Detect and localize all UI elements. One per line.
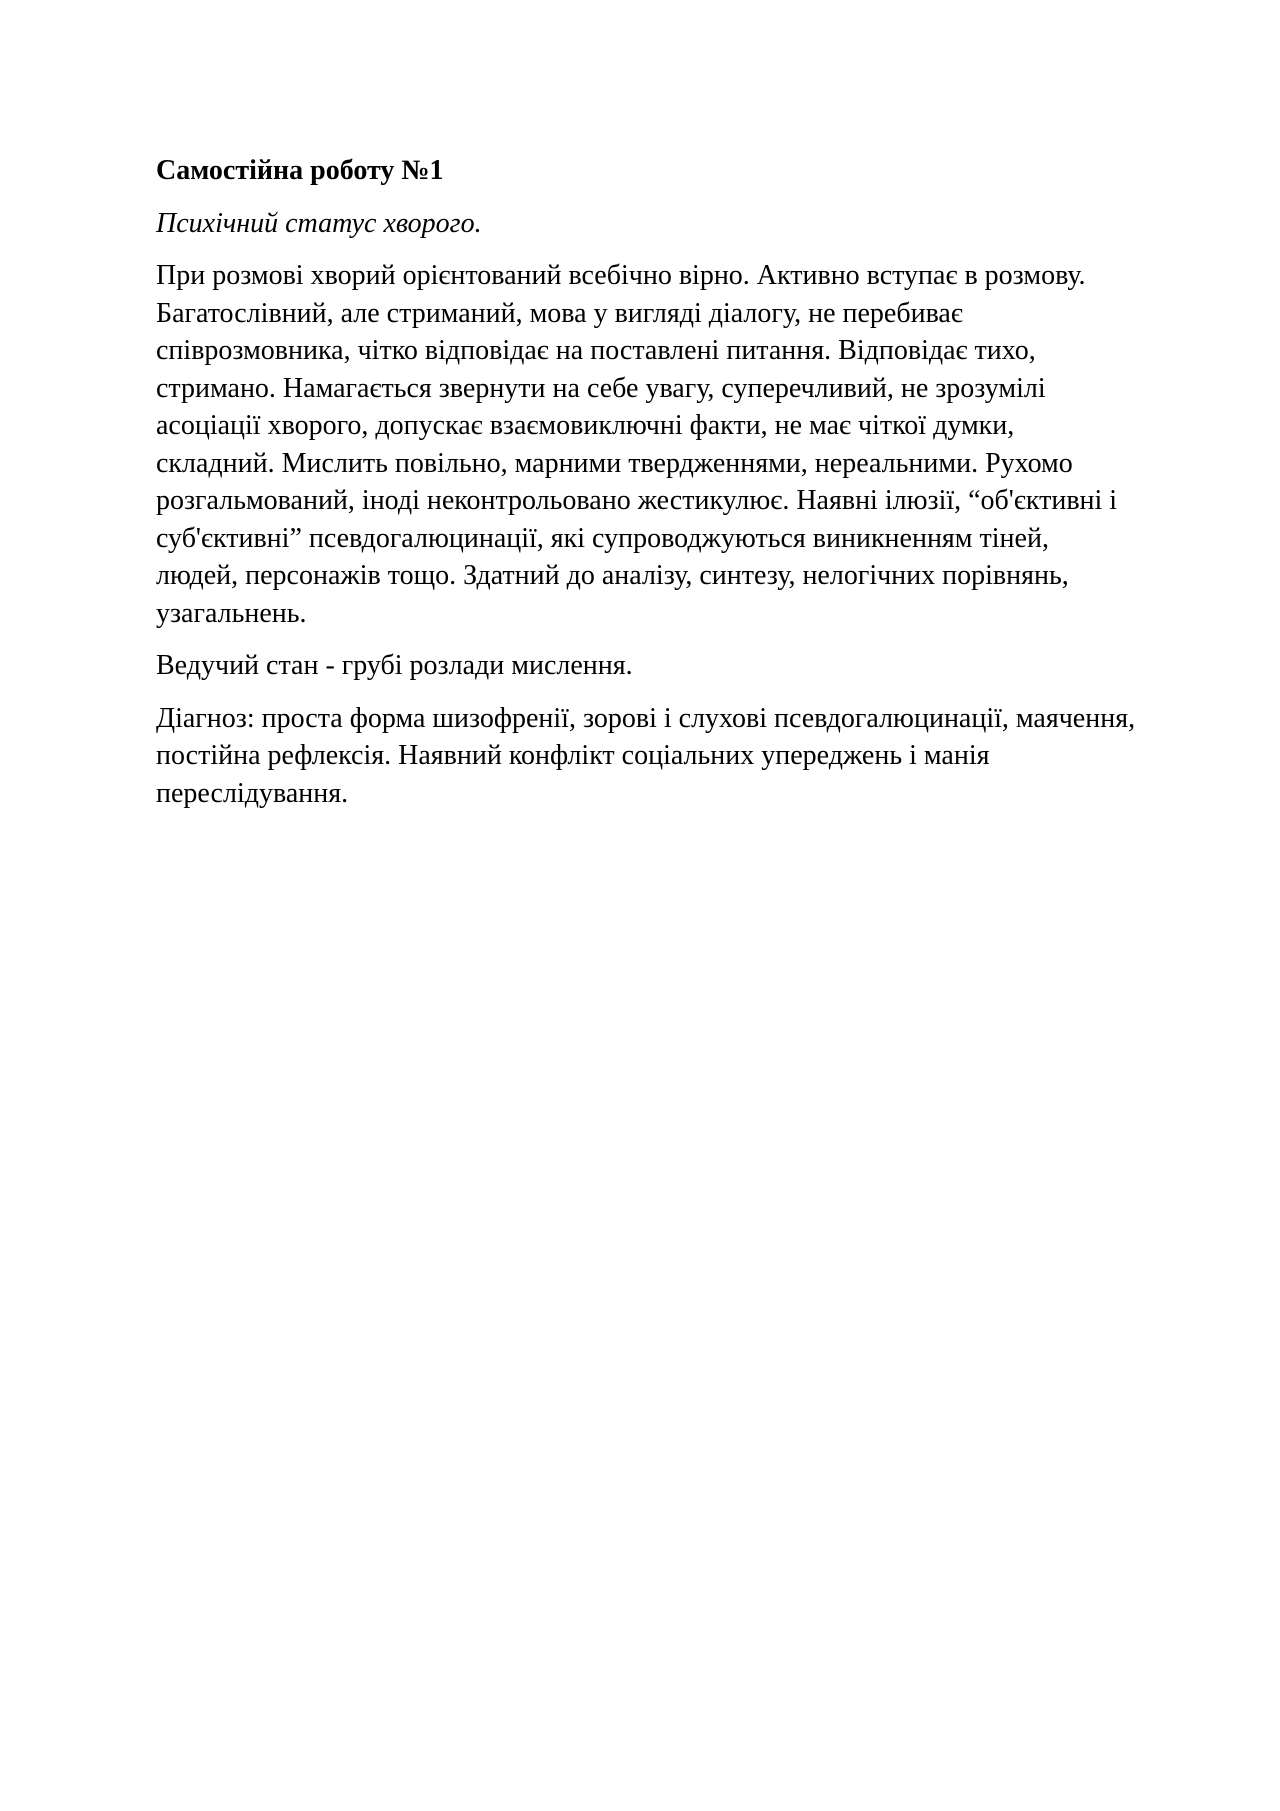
document-subtitle: Психічний статус хворого. — [156, 207, 482, 239]
paragraph-diagnosis: Діагноз: проста форма шизофренії, зорові і слухові псевдогалюцинації, маячення, постійна рефлексія. Наявний конфлікт соціальних упереджень і манія переслідування. — [156, 702, 1136, 809]
document-body — [156, 152, 1136, 827]
paragraph-leading-condition: Ведучий стан - грубі розлади мислення. — [156, 650, 633, 681]
paragraph-mental-status: При розмові хворий орієнтований всебічно вірно. Активно вступає в розмову. Багатослівний, але стриманий, мова у вигляді діалогу, не перебиває співрозмовника, чітко відповідає на поставлені питання. Відповідає тихо, стримано. Намагається звернути на себе увагу, суперечливий, не зрозумілі асоціації хворого, допускає взаємовиключні факти, не має чіткої думки, складний. Мислить повільно, марними твердженнями, нереальними. Рухомо розгальмований, іноді неконтрольовано жестикулює. Наявні ілюзії, “об'єктивні і суб'єктивні” псевдогалюцинації, які супроводжуються виникненням тіней, людей, персонажів тощо. Здатний до аналізу, синтезу, нелогічних порівнянь, узагальнень. — [156, 260, 1118, 629]
document-title: Самостійна роботу №1 — [156, 155, 444, 186]
